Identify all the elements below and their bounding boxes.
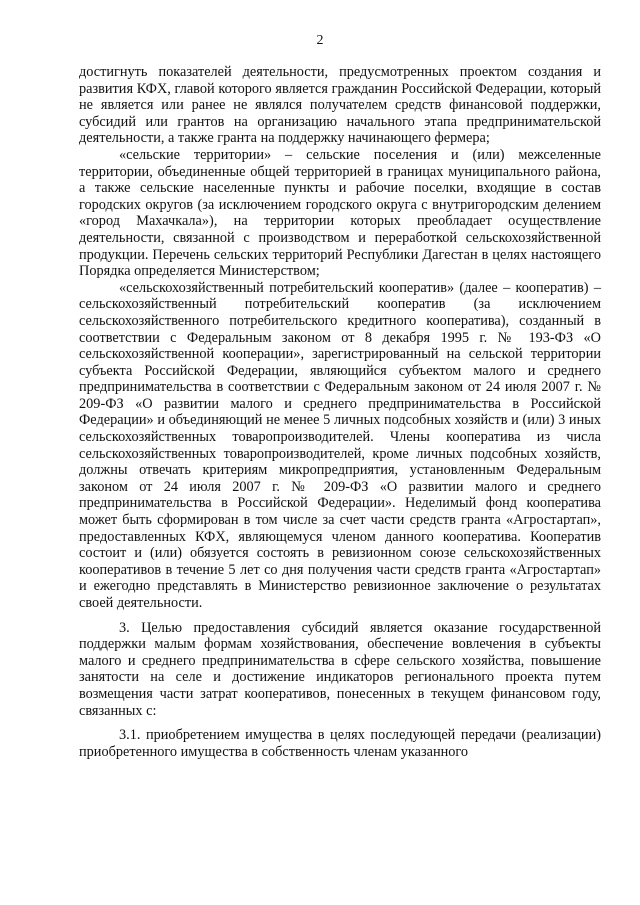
- paragraph-section-3-1: 3.1. приобретением имущества в целях последующей передачи (реализации) приобретенного имущества в собственность членам указанного: [79, 727, 601, 760]
- document-body: [79, 64, 601, 760]
- paragraph-kfh-continuation: достигнуть показателей деятельности, предусмотренных проектом создания и развития КФХ, главой которого является гражданин Российской Федерации, который не является или ранее не являлся получателем средств финансовой поддержки, субсидий или грантов на организацию начального этапа предпринимательской деятельности, а также гранта на поддержку начинающего фермера;: [79, 64, 601, 147]
- paragraph-rural-territories-definition: «сельские территории» – сельские поселения и (или) межселенные территории, объединенные общей территорией в границах муниципального района, а также сельские населенные пункты и рабочие поселки, входящие в состав городских округов (за исключением городского округа с внутригородским делением «город Махачкала»), на территории которых преобладает осуществление деятельности, связанной с производством и переработкой сельскохозяйственной продукции. Перечень сельских территорий Республики Дагестан в целях настоящего Порядка определяется Министерством;: [79, 146, 601, 280]
- paragraph-section-3-purpose: 3. Целью предоставления субсидий является оказание государственной поддержки малым формам хозяйствования, обеспечение вовлечения в субъекты малого и среднего предпринимательства в сфере сельского хозяйства, повышение занятости на селе и достижение индикаторов регионального проекта путем возмещения части затрат кооперативов, понесенных в текущем финансовом году, связанных с:: [79, 619, 601, 719]
- page-number: 2: [316, 33, 324, 48]
- paragraph-cooperative-definition: «сельскохозяйственный потребительский кооператив» (далее – кооператив) – сельскохозяйственный потребительский кооператив (за исключением сельскохозяйственного потребительского кредитного кооператива), созданный в соответствии с Федеральным законом от 8 декабря 1995 г. № 193-ФЗ «О сельскохозяйственной кооперации», зарегистрированный на сельской территории субъекта Российской Федерации, являющийся субъектом малого и среднего предпринимательства в соответствии с Федеральным законом от 24 июля 2007 г. № 209-ФЗ «О развитии малого и среднего предпринимательства в Российской Федерации» и объединяющий не менее 5 личных подсобных хозяйств и (или) 3 иных сельскохозяйственных товаропроизводителей. Члены кооператива из числа сельскохозяйственных товаропроизводителей, кроме личных подсобных хозяйств, должны отвечать критериям микропредприятия, установленным Федеральным законом от 24 июля 2007 г. № 209-ФЗ «О развитии малого и среднего предпринимательства в Российской Федерации». Неделимый фонд кооператива может быть сформирован в том числе за счет части средств гранта «Агростартап», предоставленных КФХ, являющемуся членом данного кооператива. Кооператив состоит и (или) обязуется состоять в ревизионном союзе сельскохозяйственных кооперативов в течение 5 лет со дня получения части средств гранта «Агростартап» и ежегодно представлять в Министерство ревизионное заключение о результатах своей деятельности.: [79, 279, 601, 611]
